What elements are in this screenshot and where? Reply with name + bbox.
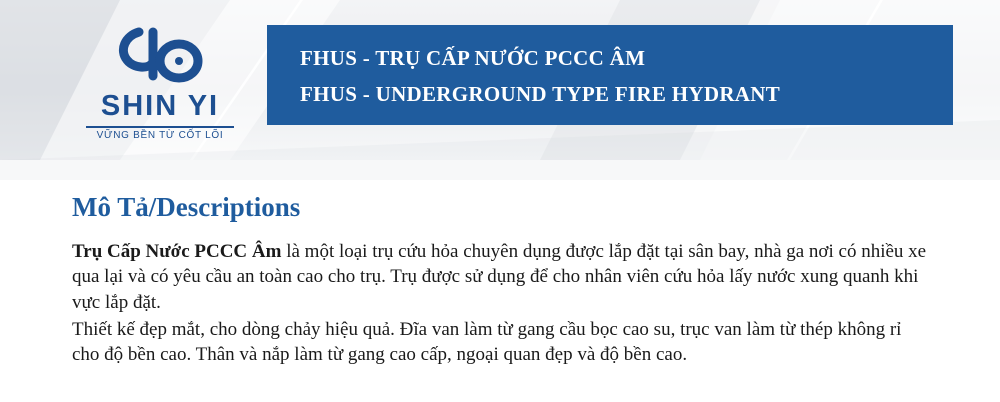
description-paragraph-1: [72, 239, 928, 315]
product-title-en: FHUS - UNDERGROUND TYPE FIRE HYDRANT: [300, 82, 781, 106]
section-title-description: Mô Tả/Descriptions: [72, 192, 301, 222]
description-paragraph-2: Thiết kế đẹp mắt, cho dòng chảy hiệu quả. Đĩa van làm từ gang cầu bọc cao su, trục van làm từ thép không rỉ cho độ bền cao. Thân và nắp làm từ gang cao cấp, ngoại quan đẹp và độ bền cao.: [72, 318, 902, 366]
shinyi-logo-mark-icon: [105, 26, 215, 88]
brand-logo: [70, 26, 250, 144]
document-body: [0, 170, 1000, 367]
product-title-vi: FHUS - TRỤ CẤP NƯỚC PCCC ÂM: [300, 46, 646, 70]
description-paragraph-1-text: là một loại trụ cứu hỏa chuyên dụng được lắp đặt tại sân bay, nhà ga nơi có nhiều xe qua lại và có yêu cầu an toàn cao cho trụ. Trụ được sử dụng để cho nhân viên cứu hỏa lấy nước xung quanh khi vực lắp đặt.: [72, 241, 927, 313]
logo-wordmark: SHIN YI: [100, 90, 220, 122]
logo-divider: [86, 126, 234, 128]
product-title-banner: [268, 26, 952, 124]
logo-tagline: VỮNG BỀN TỪ CỐT LÕI: [96, 130, 224, 141]
description-lead-term: Trụ Cấp Nước PCCC Âm: [72, 241, 282, 262]
document-header: [0, 0, 1000, 160]
